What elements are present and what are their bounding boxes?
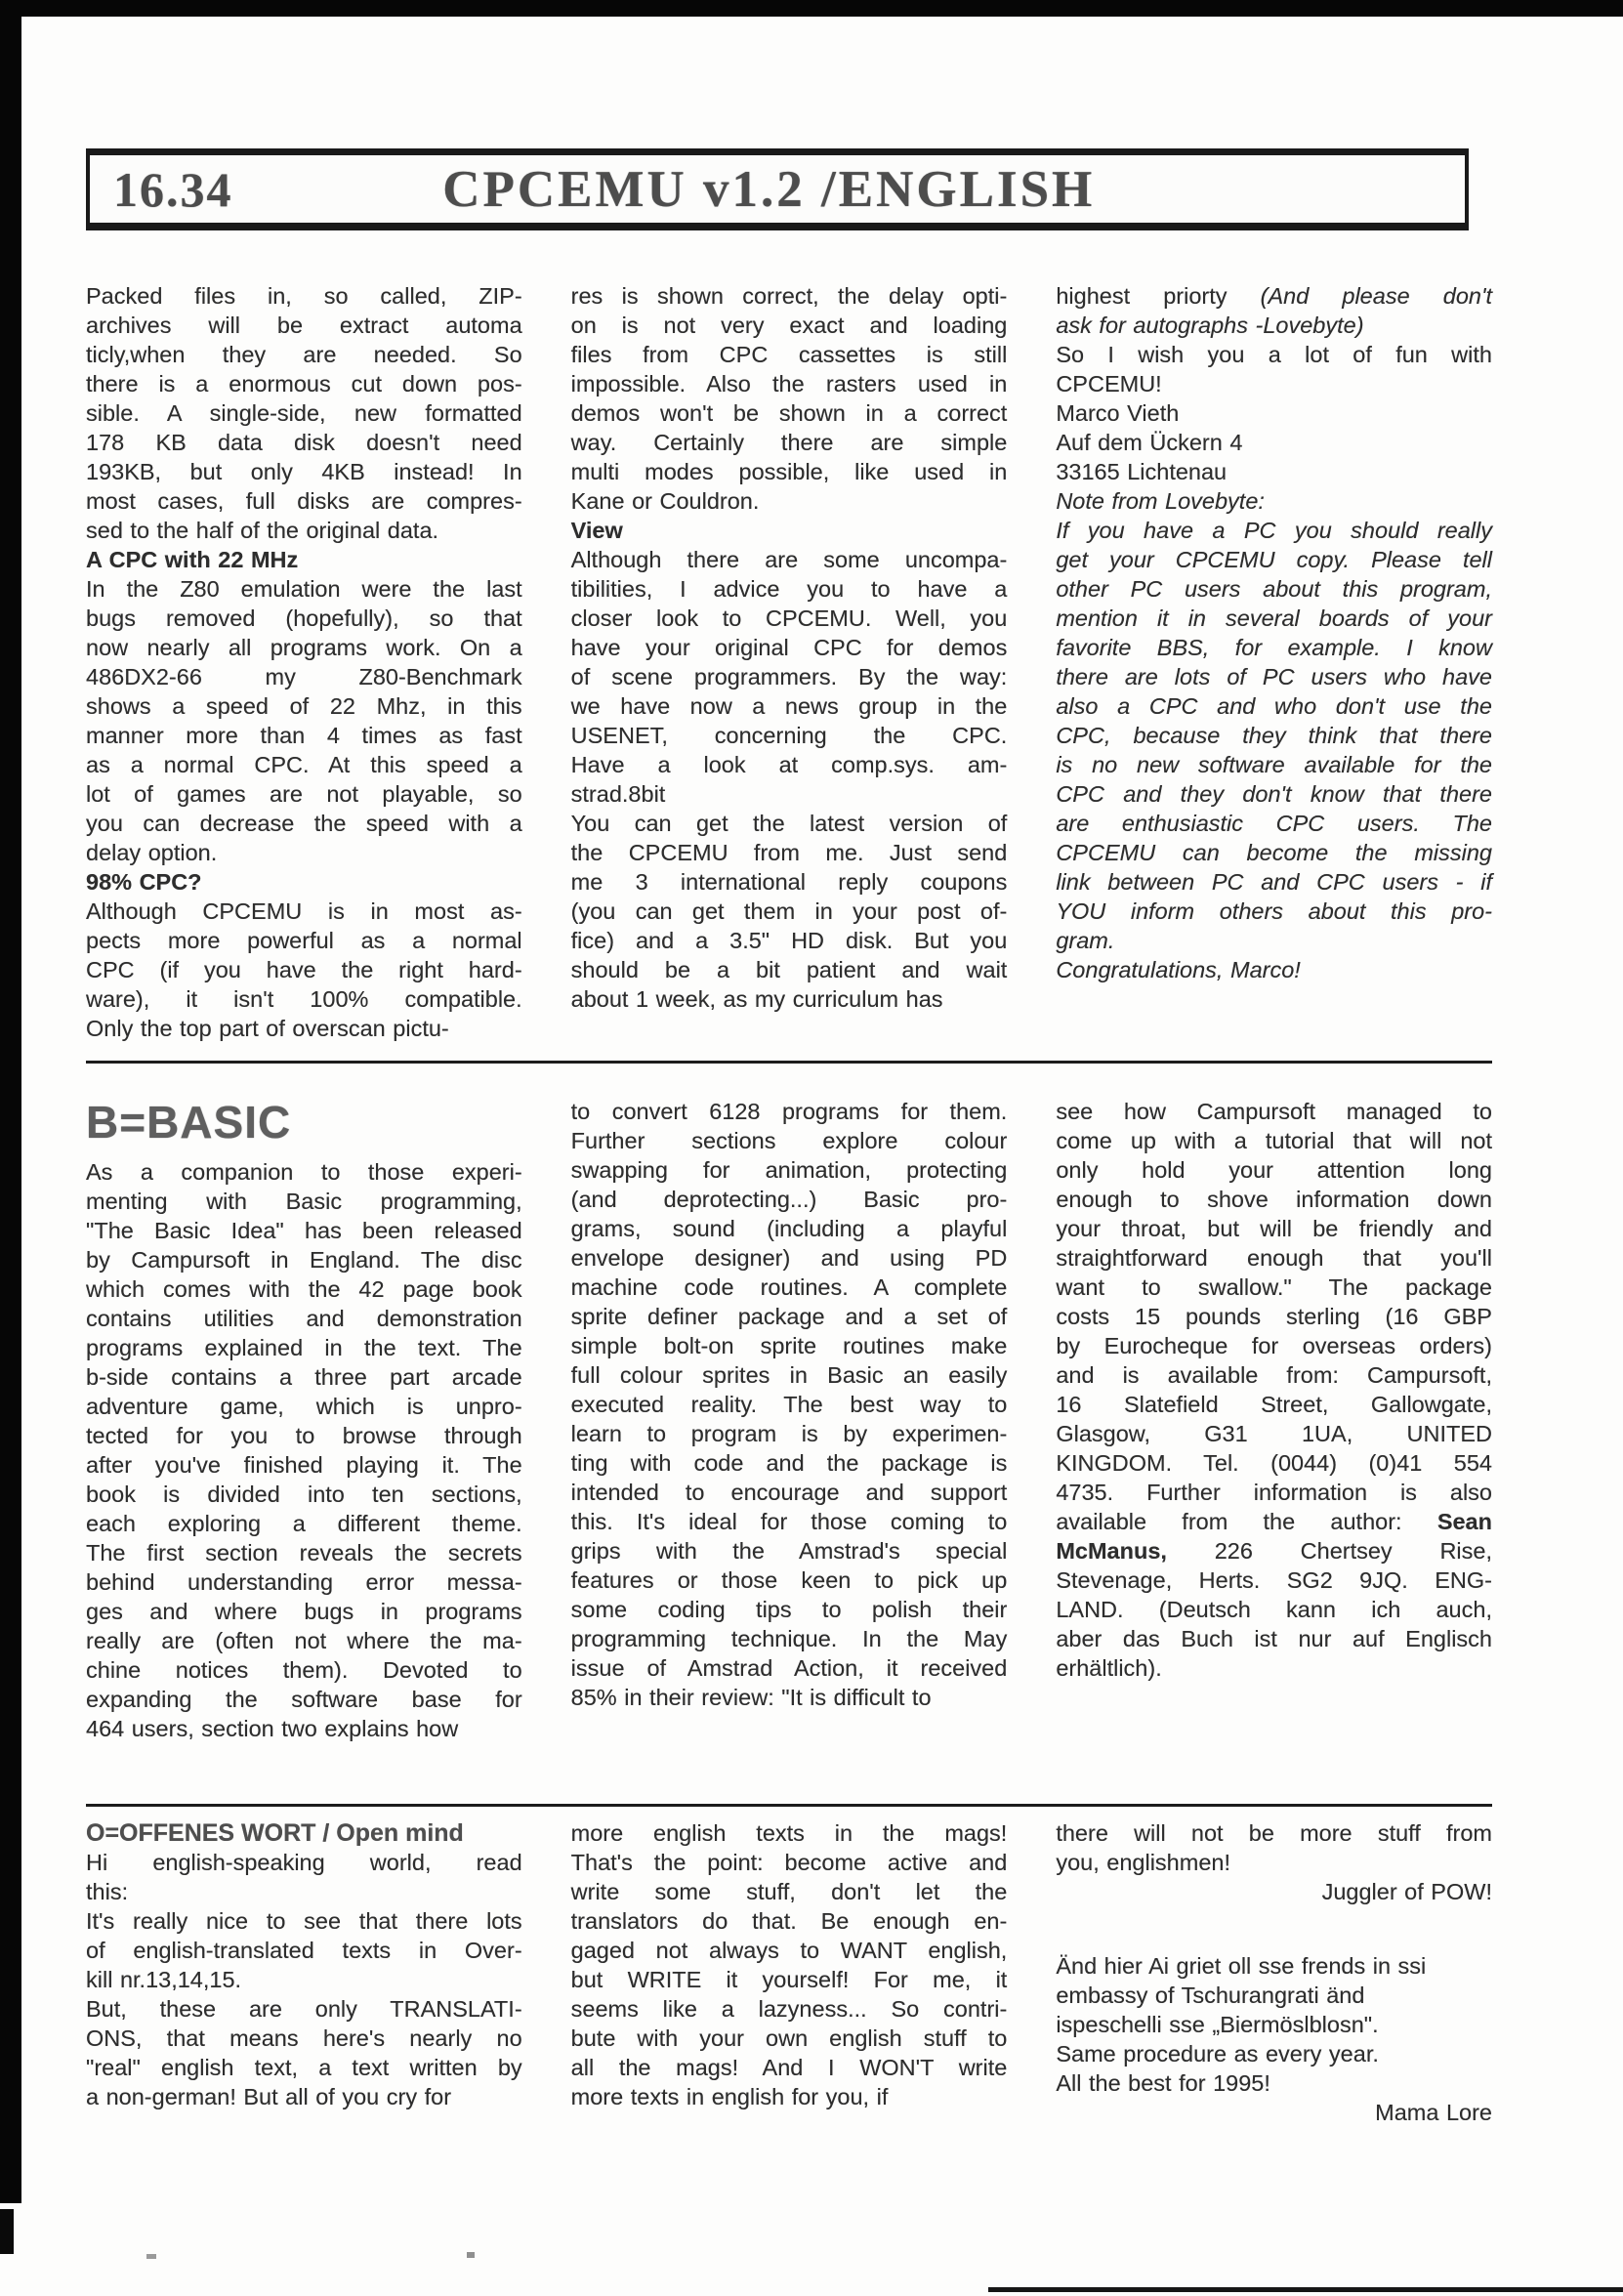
text-line: expanding the software base for bbox=[86, 1687, 522, 1712]
text-line: You can get the latest version of bbox=[570, 811, 1008, 836]
text-line: adventure game, which is unpro- bbox=[86, 1394, 522, 1419]
page-title: CPCEMU v1.2 /ENGLISH bbox=[442, 160, 1096, 218]
article-header bbox=[86, 148, 1469, 230]
text-line: bute with your own english stuff to bbox=[570, 2025, 1008, 2051]
text-line: more english texts in the mags! bbox=[570, 1820, 1008, 1846]
text-line: really are (often not where the ma- bbox=[86, 1628, 522, 1653]
text-line: tibilities, I advice you to have a bbox=[570, 576, 1008, 602]
text-line: "The Basic Idea" has been released bbox=[86, 1218, 522, 1243]
text-line: 85% in their review: "It is difficult to bbox=[570, 1685, 932, 1710]
column-text bbox=[86, 1848, 522, 2111]
article-column-2 bbox=[571, 281, 1008, 1043]
text-line: link between PC and CPC users - if bbox=[1056, 869, 1492, 895]
text-line: this. It's ideal for those coming to bbox=[570, 1509, 1008, 1534]
text-line: programs explained in the text. The bbox=[86, 1335, 522, 1360]
text-line: other PC users about this program, bbox=[1056, 576, 1492, 602]
text-line: ONS, that means here's nearly no bbox=[86, 2025, 522, 2051]
section-basic-article bbox=[86, 1097, 1492, 1743]
text-line: CPC, because they think that there bbox=[1056, 723, 1492, 748]
text-line: embassy of Tschurangrati änd bbox=[1056, 1983, 1365, 2008]
text-line: some coding tips to polish their bbox=[570, 1597, 1008, 1622]
text-line: by Eurocheque for overseas orders) bbox=[1056, 1333, 1492, 1358]
section-divider bbox=[86, 1061, 1492, 1064]
text-line: 486DX2-66 my Z80-Benchmark bbox=[86, 664, 522, 689]
article-column-3 bbox=[1056, 1818, 1492, 2127]
article-column-1 bbox=[86, 1818, 522, 2127]
text-line: simple bolt-on sprite routines make bbox=[570, 1333, 1008, 1358]
text-line: 4735. Further information is also bbox=[1056, 1480, 1492, 1505]
text-line: machine code routines. A complete bbox=[570, 1274, 1008, 1300]
text-line: So I wish you a lot of fun with bbox=[1056, 342, 1492, 367]
text-line: If you have a PC you should really bbox=[1056, 518, 1492, 543]
text-line: ask for autographs -Lovebyte) bbox=[1056, 313, 1364, 338]
text-line: Only the top part of overscan pictu- bbox=[86, 1016, 449, 1041]
section-number: 16.34 bbox=[113, 161, 233, 217]
text-line bbox=[1056, 1536, 1492, 1565]
section-divider bbox=[86, 1804, 1492, 1807]
text-segment: available from the author: bbox=[1056, 1509, 1437, 1534]
text-line: That's the point: become active and bbox=[570, 1850, 1008, 1875]
text-line: of scene programmers. By the way: bbox=[570, 664, 1008, 689]
text-line: on is not very exact and loading bbox=[570, 313, 1008, 338]
text-line: sible. A single-side, new formatted bbox=[86, 400, 522, 426]
text-line: Same procedure as every year. bbox=[1056, 2041, 1379, 2066]
text-line: manner more than 4 times as fast bbox=[86, 723, 522, 748]
text-line: Kane or Couldron. bbox=[570, 488, 760, 514]
text-line: 16 Slatefield Street, Gallowgate, bbox=[1056, 1392, 1492, 1417]
text-line: files from CPC cassettes is still bbox=[570, 342, 1008, 367]
text-line: ware), it isn't 100% compatible. bbox=[86, 986, 522, 1012]
text-line: are enthusiastic CPC users. The bbox=[1056, 811, 1492, 836]
text-segment: McManus, bbox=[1056, 1538, 1167, 1564]
text-line: straightforward enough that you'll bbox=[1056, 1245, 1492, 1271]
text-line: b-side contains a three part arcade bbox=[86, 1364, 522, 1390]
text-line: 464 users, section two explains how bbox=[86, 1716, 459, 1741]
text-line: In the Z80 emulation were the last bbox=[86, 576, 522, 602]
text-line: only hold your attention long bbox=[1056, 1157, 1492, 1183]
section-heading-open-mind: O=OFFENES WORT / Open mind bbox=[86, 1819, 464, 1847]
text-line: the CPCEMU from me. Just send bbox=[570, 840, 1008, 865]
text-line: issue of Amstrad Action, it received bbox=[570, 1655, 1008, 1681]
article-column-2 bbox=[571, 1097, 1008, 1743]
text-line: of english-translated texts in Over- bbox=[86, 1938, 522, 1963]
text-line: fice) and a 3.5" HD disk. But you bbox=[570, 928, 1008, 953]
text-line: there is a enormous cut down pos- bbox=[86, 371, 522, 397]
text-line: lot of games are not playable, so bbox=[86, 781, 522, 807]
text-line: most cases, full disks are compres- bbox=[86, 488, 522, 514]
text-line: seems like a lazyness... So contri- bbox=[570, 1996, 1008, 2022]
text-line: 33165 Lichtenau bbox=[1056, 459, 1228, 484]
text-line: Packed files in, so called, ZIP- bbox=[86, 283, 522, 309]
text-line: see how Campursoft managed to bbox=[1056, 1099, 1492, 1124]
text-line: you, englishmen! bbox=[1056, 1850, 1230, 1875]
text-line: write some stuff, don't let the bbox=[570, 1879, 1008, 1904]
text-line: about 1 week, as my curriculum has bbox=[570, 986, 943, 1012]
text-line: res is shown correct, the delay opti- bbox=[570, 283, 1008, 309]
text-line: translators do that. Be enough en- bbox=[570, 1908, 1008, 1934]
text-line: me 3 international reply coupons bbox=[570, 869, 1008, 895]
scan-edge-top bbox=[0, 0, 1623, 17]
text-line: tected for you to browse through bbox=[86, 1423, 522, 1448]
text-line: full colour sprites in Basic an easily bbox=[570, 1362, 1008, 1388]
text-line: archives will be extract automa bbox=[86, 313, 522, 338]
text-line: Although there are some uncompa- bbox=[570, 547, 1008, 572]
text-line: (and deprotecting...) Basic pro- bbox=[570, 1187, 1008, 1212]
text-line: CPC and they don't know that there bbox=[1056, 781, 1492, 807]
text-line bbox=[1056, 1507, 1492, 1536]
text-line: ispeschelli sse „Biermöslblosn". bbox=[1056, 2012, 1379, 2037]
text-line: CPCEMU can become the missing bbox=[1056, 840, 1492, 865]
text-line: each exploring a different theme. bbox=[86, 1511, 522, 1536]
text-line: envelope designer) and using PD bbox=[570, 1245, 1008, 1271]
text-line: gram. bbox=[1056, 928, 1115, 953]
text-line: a non-german! But all of you cry for bbox=[86, 2084, 452, 2109]
text-line: features or those keen to pick up bbox=[570, 1567, 1008, 1593]
page-content bbox=[86, 148, 1492, 2127]
article-column-2 bbox=[571, 1818, 1008, 2127]
text-line: It's really nice to see that there lots bbox=[86, 1908, 522, 1934]
section-cpcemu-article bbox=[86, 281, 1492, 1043]
text-line: and is available from: Campursoft, bbox=[1056, 1362, 1492, 1388]
text-line: Marco Vieth bbox=[1056, 400, 1180, 426]
text-line: menting with Basic programming, bbox=[86, 1189, 522, 1214]
text-line: to convert 6128 programs for them. bbox=[570, 1099, 1008, 1124]
scan-edge-left bbox=[0, 0, 21, 2203]
text-line: after you've finished playing it. The bbox=[86, 1452, 522, 1478]
text-line: The first section reveals the secrets bbox=[86, 1540, 522, 1565]
text-segment: (And please don't bbox=[1260, 283, 1492, 309]
text-line: multi modes possible, like used in bbox=[570, 459, 1008, 484]
text-line: impossible. Also the rasters used in bbox=[570, 371, 1008, 397]
text-line: Glasgow, G31 1UA, UNITED bbox=[1056, 1421, 1492, 1446]
text-line: closer look to CPCEMU. Well, you bbox=[570, 605, 1008, 631]
text-line: Although CPCEMU is in most as- bbox=[86, 898, 522, 924]
text-line: pects more powerful as a normal bbox=[86, 928, 522, 953]
text-line: gaged not always to WANT english, bbox=[570, 1938, 1008, 1963]
text-line: delay option. bbox=[86, 840, 218, 865]
text-line: strad.8bit bbox=[570, 781, 666, 807]
text-line: Stevenage, Herts. SG2 9JQ. ENG- bbox=[1056, 1567, 1492, 1593]
text-line: we have now a news group in the bbox=[570, 693, 1008, 719]
text-line: you can decrease the speed with a bbox=[86, 811, 522, 836]
scan-speck bbox=[467, 2252, 475, 2258]
text-line: by Campursoft in England. The disc bbox=[86, 1247, 522, 1273]
text-line: come up with a tutorial that will not bbox=[1056, 1128, 1492, 1153]
text-line: (you can get them in your post of- bbox=[570, 898, 1008, 924]
text-line: Note from Lovebyte: bbox=[1056, 488, 1265, 514]
text-line: is no new software available for the bbox=[1056, 752, 1492, 777]
text-line: want to swallow." The package bbox=[1056, 1274, 1492, 1300]
text-line: Änd hier Ai griet oll sse frends in ssi bbox=[1056, 1953, 1427, 1979]
section-open-mind-article bbox=[86, 1818, 1492, 2127]
section-heading-basic: B=BASIC bbox=[86, 1097, 292, 1148]
text-line: Auf dem Ückern 4 bbox=[1056, 430, 1243, 455]
text-line: 178 KB data disk doesn't need bbox=[86, 430, 522, 455]
text-line: this: bbox=[86, 1879, 129, 1904]
text-line: sprite definer package and a set of bbox=[570, 1304, 1008, 1329]
text-line: shows a speed of 22 Mhz, in this bbox=[86, 693, 522, 719]
text-line: costs 15 pounds sterling (16 GBP bbox=[1056, 1304, 1492, 1329]
text-line: enough to shove information down bbox=[1056, 1187, 1492, 1212]
text-line: there will not be more stuff from bbox=[1056, 1820, 1492, 1846]
text-line: there are lots of PC users who have bbox=[1056, 664, 1492, 689]
text-line: CPCEMU! bbox=[1056, 371, 1162, 397]
column-text bbox=[86, 1157, 522, 1743]
text-line: grips with the Amstrad's special bbox=[570, 1538, 1008, 1564]
text-line: now nearly all programs work. On a bbox=[86, 635, 522, 660]
text-line: way. Certainly there are simple bbox=[570, 430, 1008, 455]
scan-speck bbox=[146, 2254, 156, 2259]
text-line: as a normal CPC. At this speed a bbox=[86, 752, 522, 777]
text-line: more texts in english for you, if bbox=[570, 2084, 889, 2109]
text-segment: Sean bbox=[1436, 1509, 1492, 1534]
text-line: Hi english-speaking world, read bbox=[86, 1850, 522, 1875]
text-line: ges and where bugs in programs bbox=[86, 1599, 522, 1624]
text-line: As a companion to those experi- bbox=[86, 1159, 522, 1185]
text-line: chine notices them). Devoted to bbox=[86, 1657, 522, 1683]
text-line: Mama Lore bbox=[1375, 2100, 1492, 2125]
text-line: Congratulations, Marco! bbox=[1056, 957, 1301, 982]
text-segment: highest priorty bbox=[1056, 283, 1261, 309]
text-line: which comes with the 42 page book bbox=[86, 1276, 522, 1302]
text-line bbox=[1056, 281, 1492, 311]
text-line: A CPC with 22 MHz bbox=[86, 547, 299, 572]
text-line: "real" english text, a text written by bbox=[86, 2055, 522, 2080]
scan-edge-bottom bbox=[988, 2287, 1623, 2292]
article-column-3 bbox=[1056, 1097, 1492, 1743]
text-line: bugs removed (hopefully), so that bbox=[86, 605, 522, 631]
text-line: book is divided into ten sections, bbox=[86, 1482, 522, 1507]
text-line: Have a look at comp.sys. am- bbox=[570, 752, 1008, 777]
text-line: Further sections explore colour bbox=[570, 1128, 1008, 1153]
text-line: YOU inform others about this pro- bbox=[1056, 898, 1492, 924]
text-line: demos won't be shown in a correct bbox=[570, 400, 1008, 426]
text-line bbox=[1056, 1906, 1492, 1951]
text-line: programming technique. In the May bbox=[570, 1626, 1008, 1651]
article-column-3 bbox=[1056, 281, 1492, 1043]
text-line: learn to program is by experimen- bbox=[570, 1421, 1008, 1446]
text-line: mention it in several boards of your bbox=[1056, 605, 1492, 631]
text-line: have your original CPC for demos bbox=[570, 635, 1008, 660]
article-column-1 bbox=[86, 281, 522, 1043]
scan-edge-mark bbox=[0, 2209, 14, 2254]
text-line: favorite BBS, for example. I know bbox=[1056, 635, 1492, 660]
article-column-1 bbox=[86, 1097, 522, 1743]
text-line: intended to encourage and support bbox=[570, 1480, 1008, 1505]
text-line: but WRITE it yourself! For me, it bbox=[570, 1967, 1008, 1992]
text-line: contains utilities and demonstration bbox=[86, 1306, 522, 1331]
text-line: sed to the half of the original data. bbox=[86, 518, 439, 543]
text-line: swapping for animation, protecting bbox=[570, 1157, 1008, 1183]
text-line: kill nr.13,14,15. bbox=[86, 1967, 242, 1992]
text-line: KINGDOM. Tel. (0044) (0)41 554 bbox=[1056, 1450, 1492, 1476]
text-line: USENET, concerning the CPC. bbox=[570, 723, 1008, 748]
text-line: grams, sound (including a playful bbox=[570, 1216, 1008, 1241]
text-line: 193KB, but only 4KB instead! In bbox=[86, 459, 522, 484]
text-line: All the best for 1995! bbox=[1056, 2070, 1270, 2096]
text-line: CPC (if you have the right hard- bbox=[86, 957, 522, 982]
text-line: also a CPC and who don't use the bbox=[1056, 693, 1492, 719]
text-line: View bbox=[570, 518, 623, 543]
text-line: 98% CPC? bbox=[86, 869, 202, 895]
text-line: But, these are only TRANSLATI- bbox=[86, 1996, 522, 2022]
text-line: aber das Buch ist nur auf Englisch bbox=[1056, 1626, 1492, 1651]
text-line: all the mags! And I WON'T write bbox=[570, 2055, 1008, 2080]
text-line: should be a bit patient and wait bbox=[570, 957, 1008, 982]
text-line: ting with code and the package is bbox=[570, 1450, 1008, 1476]
text-line: Juggler of POW! bbox=[1321, 1879, 1492, 1904]
text-line: ticly,when they are needed. So bbox=[86, 342, 522, 367]
text-line: get your CPCEMU copy. Please tell bbox=[1056, 547, 1492, 572]
text-segment: 226 Chertsey Rise, bbox=[1166, 1538, 1492, 1564]
text-line: erhältlich). bbox=[1056, 1655, 1162, 1681]
text-line: LAND. (Deutsch kann ich auch, bbox=[1056, 1597, 1492, 1622]
text-line: your throat, but will be friendly and bbox=[1056, 1216, 1492, 1241]
text-line: executed reality. The best way to bbox=[570, 1392, 1008, 1417]
text-line: behind understanding error messa- bbox=[86, 1569, 522, 1595]
